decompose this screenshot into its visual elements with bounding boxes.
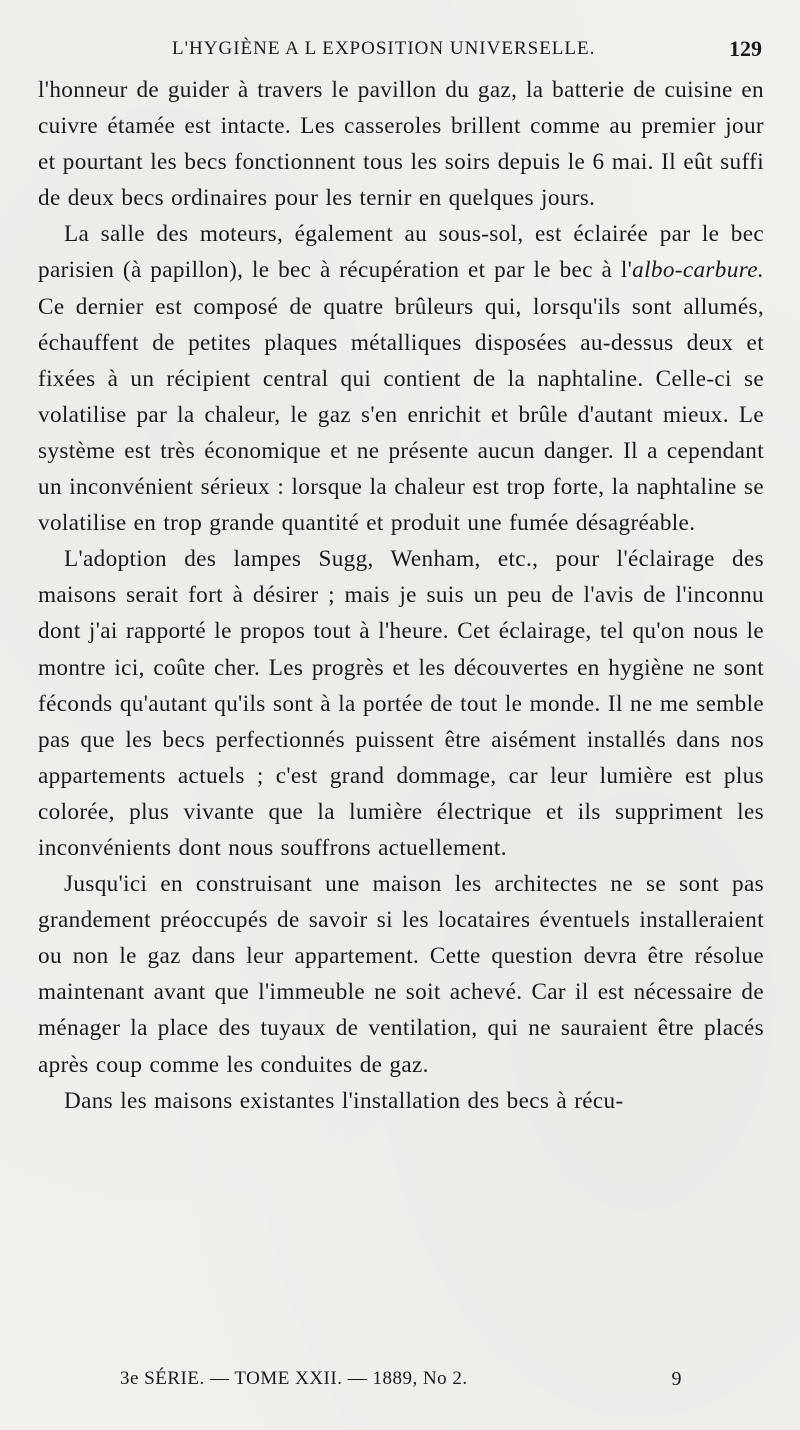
body-text <box>38 72 764 1119</box>
text-segment: La salle des moteurs, également au sous-sol, est éclairée par le bec parisien (à papillon), le bec à récupération et par le bec à l' <box>38 221 764 284</box>
paragraph <box>38 72 764 216</box>
paragraph <box>38 1083 764 1119</box>
running-head <box>38 32 764 72</box>
text-segment: L'adoption des lampes Sugg, Wenham, etc., pour l'éclairage des maisons serait fort à désirer ; mais je suis un peu de l'avis de l'inconnu dont j'ai rapporté le propos tout à l'heure. Cet éclairage, tel qu'on nous le montre ici, coûte cher. Les progrès et les découvertes en hygiène ne sont féconds qu'autant qu'ils sont à la portée de tout le monde. Il ne me semble pas que les becs perfectionnés puissent être aisément installés dans nos appartements actuels ; c'est grand dommage, car leur lumière est plus colorée, plus vivante que la lumière électrique et ils suppriment les inconvénients dont nous souffrons actuellement. <box>38 546 764 861</box>
italic-term: albo-carbure. <box>632 257 764 284</box>
text-segment: Jusqu'ici en construisant une maison les architectes ne se sont pas grandement préoccupés de savoir si les locataires éventuels installeraient ou non le gaz dans leur appartement. Cette question devra être résolue maintenant avant que l'immeuble ne soit achevé. Car il est nécessaire de ménager la place des tuyaux de ventilation, qui ne sauraient être placés après coup comme les conduites de gaz. <box>38 871 764 1078</box>
text-segment: l'honneur de guider à travers le pavillon du gaz, la batterie de cuisine en cuivre étamée est intacte. Les casseroles brillent comme au premier jour et pourtant les becs fonctionnent tous les soirs depuis le 6 mai. Il eût suffi de deux becs ordinaires pour les ternir en quelques jours. <box>38 77 764 212</box>
paragraph <box>38 216 764 541</box>
text-segment: Dans les maisons existantes l'installation des becs à récu- <box>64 1087 624 1114</box>
text-segment: Ce dernier est composé de quatre brûleurs qui, lorsqu'ils sont allumés, échauffent de petites plaques métalliques disposées au-dessus deux et fixées à un récipient central qui contient de la naphtaline. Celle-ci se volatilise par la chaleur, le gaz s'en enrichit et brûle d'autant mieux. Le système est très économique et ne présente aucun danger. Il a cependant un inconvénient sérieux : lorsque la chaleur est trop forte, la naphtaline se volatilise en trop grande quantité et produit une fumée désagréable. <box>38 293 764 537</box>
sheet-number: 9 <box>671 1368 682 1390</box>
paragraph <box>38 866 764 1083</box>
signature-line: 3e SÉRIE. — TOME XXII. — 1889, No 2. <box>120 1368 468 1389</box>
running-title: L'HYGIÈNE A L EXPOSITION UNIVERSELLE. <box>172 38 596 59</box>
page-number: 129 <box>729 36 762 61</box>
paragraph <box>38 541 764 866</box>
